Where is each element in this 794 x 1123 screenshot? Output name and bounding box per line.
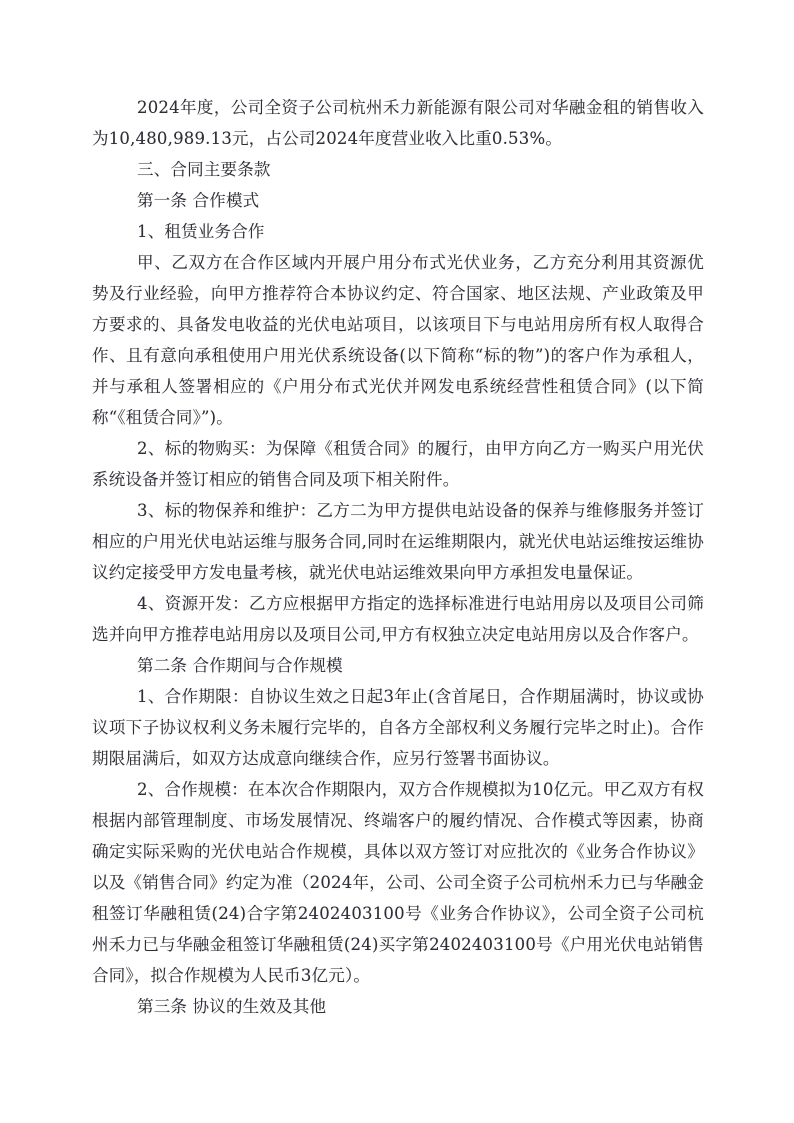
para-resource-development: 4、资源开发：乙方应根据甲方指定的选择标准进行电站用房以及项目公司筛选并向甲方推荐电站用房以及项目公司,甲方有权独立决定电站用房以及合作客户。 — [92, 594, 704, 644]
para-cooperation-scale: 2、合作规模：在本次合作期限内，双方合作规模拟为10亿元。甲乙双方有权根据内部管理制度、市场发展情况、终端客户的履约情况、合作模式等因素，协商确定实际采购的光伏电站合作规模，具体以双方签订对应批次的《业务合作协议》以及《销售合同》约定为准（2024年，公司、公司全资子公司杭州禾力已与华融金租签订华融租赁(24)合字第2402403100号《业务合作协议》，公司全资子公司杭州禾力已与华融金租签订华融租赁(24)买字第2402403100号《户用光伏电站销售合同》，拟合作规模为人民币3亿元）。 — [92, 780, 704, 985]
para-cooperation-term: 1、合作期限：自协议生效之日起3年止(含首尾日，合作期届满时，协议或协议项下子协议权利义务未履行完毕的，自各方全部权利义务履行完毕之时止)。合作期限届满后，如双方达成意向继续合作，应另行签署书面协议。 — [92, 687, 704, 768]
heading-clause-1-leasing: 1、租赁业务合作 — [137, 222, 265, 241]
para-leasing-cooperation: 甲、乙双方在合作区域内开展户用分布式光伏业务，乙方充分利用其资源优势及行业经验，向甲方推荐符合本协议约定、符合国家、地区法规、产业政策及甲方要求的、具备发电收益的光伏电站项目，以该项目下与电站用房所有权人取得合作、且有意向承租使用户用光伏系统设备(以下简称“标的物”)的客户作为承租人，并与承租人签署相应的《户用分布式光伏并网发电系统经营性租赁合同》(以下简称“《租赁合同》”)。 — [92, 253, 704, 427]
document-content — [92, 92, 704, 1022]
heading-main-contract-terms: 三、合同主要条款 — [137, 160, 271, 179]
para-subject-maintenance: 3、标的物保养和维护：乙方二为甲方提供电站设备的保养与维修服务并签订相应的户用光伏电站运维与服务合同,同时在运维期限内，就光伏电站运维按运维协议约定接受甲方发电量考核，就光伏电站运维效果向甲方承担发电量保证。 — [92, 501, 704, 582]
heading-article-3: 第三条 协议的生效及其他 — [137, 997, 327, 1016]
heading-article-1: 第一条 合作模式 — [137, 191, 260, 210]
para-subject-purchase: 2、标的物购买：为保障《租赁合同》的履行，由甲方向乙方一购买户用光伏系统设备并签订相应的销售合同及项下相关附件。 — [92, 439, 704, 489]
para-sales-revenue: 2024年度，公司全资子公司杭州禾力新能源有限公司对华融金租的销售收入为10,480,989.13元，占公司2024年度营业收入比重0.53%。 — [92, 98, 704, 148]
heading-article-2: 第二条 合作期间与合作规模 — [137, 656, 343, 675]
